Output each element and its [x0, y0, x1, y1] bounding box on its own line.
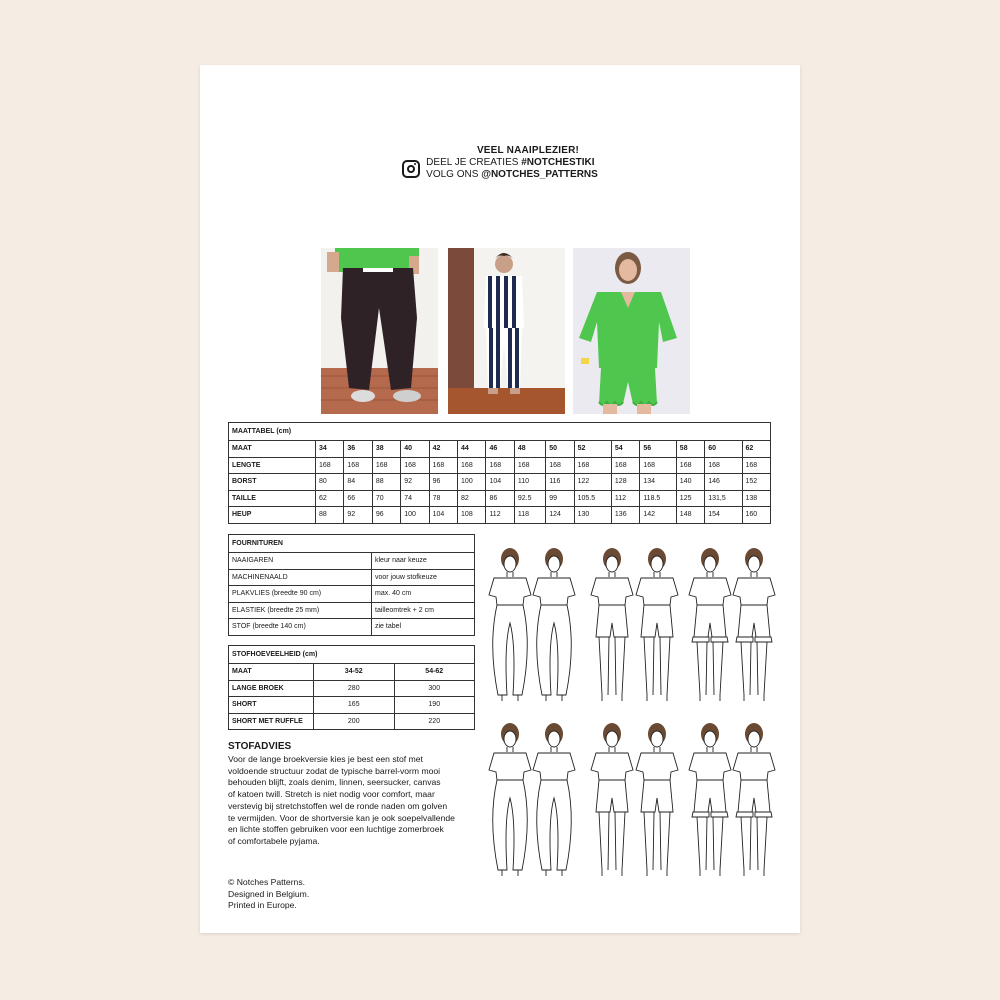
garment-figure — [636, 723, 678, 876]
size-col-header: 48 — [514, 441, 545, 458]
size-cell: 134 — [640, 474, 676, 491]
size-cell: 74 — [401, 490, 429, 507]
fabric-cell: 190 — [394, 697, 475, 714]
size-cell: 168 — [458, 457, 486, 474]
size-col-header: 54 — [611, 441, 639, 458]
follow-prefix: VOLG ONS — [426, 169, 479, 180]
fournituren-item: MACHINENAALD — [229, 569, 372, 586]
fournituren-item: ELASTIEK (breedte 25 mm) — [229, 602, 372, 619]
stofadvies-line: voldoende structuur zodat de typische barrel-vorm mooi — [228, 765, 441, 776]
fabric-cell: 300 — [394, 680, 475, 697]
fournituren-item: PLAKVLIES (breedte 90 cm) — [229, 586, 372, 603]
size-table — [228, 422, 771, 524]
fabric-cell: 200 — [314, 713, 395, 730]
size-cell: 118.5 — [640, 490, 676, 507]
size-cell: 168 — [316, 457, 344, 474]
fournituren-title: FOURNITUREN — [229, 535, 475, 553]
size-cell: 99 — [546, 490, 574, 507]
follow-line — [426, 169, 598, 181]
header — [200, 145, 800, 181]
size-cell: 131,5 — [705, 490, 742, 507]
size-cell: 125 — [676, 490, 704, 507]
size-col-header: 36 — [344, 441, 372, 458]
fournituren-item: STOF (breedte 140 cm) — [229, 619, 372, 636]
row-label: BORST — [229, 474, 316, 491]
share-prefix: DEEL JE CREATIES — [426, 157, 519, 168]
size-cell: 105.5 — [574, 490, 611, 507]
size-cell: 168 — [574, 457, 611, 474]
social-lines — [426, 157, 598, 181]
copyright — [228, 877, 309, 912]
size-cell: 118 — [514, 507, 545, 524]
stofadvies-line: verstevig bij stretchstoffen wel de ronde naden om golven — [228, 800, 448, 811]
size-cell: 154 — [705, 507, 742, 524]
fournituren-row — [229, 569, 475, 586]
size-cell: 142 — [640, 507, 676, 524]
size-cell: 168 — [676, 457, 704, 474]
size-cell: 122 — [574, 474, 611, 491]
size-cell: 96 — [429, 474, 457, 491]
size-col-header: 58 — [676, 441, 704, 458]
size-row — [229, 474, 771, 491]
size-col-header: 52 — [574, 441, 611, 458]
size-col-header: 38 — [372, 441, 400, 458]
social-row — [200, 157, 800, 181]
size-col-header: 46 — [486, 441, 514, 458]
photo-green-shirt-shorts — [573, 248, 690, 414]
size-cell: 86 — [486, 490, 514, 507]
size-cell: 152 — [742, 474, 771, 491]
copyright-line: Printed in Europe. — [228, 900, 297, 910]
size-cell: 80 — [316, 474, 344, 491]
fabric-cell: 220 — [394, 713, 475, 730]
garment-figure — [591, 548, 633, 701]
fournituren-value: tailleomtrek + 2 cm — [372, 602, 475, 619]
size-cell: 168 — [344, 457, 372, 474]
stofadvies-line: te vermijden. Voor de shortversie kan je ook soepelvallende — [228, 812, 455, 823]
size-header-label: MAAT — [229, 441, 316, 458]
size-cell: 140 — [676, 474, 704, 491]
stofadvies-line: Voor de lange broekversie kies je best een stof met — [228, 754, 423, 764]
fournituren-value: kleur naar keuze — [372, 553, 475, 570]
fournituren-value: voor jouw stofkeuze — [372, 569, 475, 586]
size-col-header: 60 — [705, 441, 742, 458]
size-cell: 168 — [401, 457, 429, 474]
size-col-header: 42 — [429, 441, 457, 458]
row-label: LENGTE — [229, 457, 316, 474]
garment-figure — [636, 548, 678, 701]
size-cell: 116 — [546, 474, 574, 491]
size-cell: 62 — [316, 490, 344, 507]
size-cell: 138 — [742, 490, 771, 507]
size-cell: 104 — [429, 507, 457, 524]
size-cell: 96 — [372, 507, 400, 524]
size-cell: 124 — [546, 507, 574, 524]
fabric-row — [229, 713, 475, 730]
size-cell: 110 — [514, 474, 545, 491]
size-cell: 112 — [611, 490, 639, 507]
fournituren-table — [228, 534, 475, 636]
size-cell: 92 — [344, 507, 372, 524]
share-tag: #NOTCHESTIKI — [521, 157, 595, 168]
instagram-icon — [402, 160, 420, 178]
size-cell: 168 — [372, 457, 400, 474]
size-cell: 84 — [344, 474, 372, 491]
stofadvies-line: of katoen twill. Stretch is niet nodig voor comfort, maar — [228, 789, 435, 800]
size-cell: 100 — [401, 507, 429, 524]
size-table-title — [229, 423, 771, 441]
size-cell: 128 — [611, 474, 639, 491]
size-cell: 168 — [705, 457, 742, 474]
copyright-line: Designed in Belgium. — [228, 888, 310, 899]
garment-figure — [689, 723, 731, 876]
stofadvies-body — [228, 754, 478, 848]
size-col-header: 62 — [742, 441, 771, 458]
pattern-back-page — [200, 65, 800, 933]
stofadvies-line: of comfortabele pyjama. — [228, 835, 320, 846]
copyright-line: © Notches Patterns. — [228, 877, 306, 887]
size-cell: 108 — [458, 507, 486, 524]
size-cell: 168 — [611, 457, 639, 474]
size-cell: 88 — [372, 474, 400, 491]
photo-striped-outfit — [448, 248, 565, 414]
fabric-row — [229, 680, 475, 697]
stofadvies — [228, 741, 478, 848]
stofadvies-title: STOFADVIES — [228, 741, 292, 752]
size-col-header: 44 — [458, 441, 486, 458]
fournituren-item: NAAIGAREN — [229, 553, 372, 570]
size-cell: 70 — [372, 490, 400, 507]
size-cell: 148 — [676, 507, 704, 524]
stofadvies-line: behouden blijft, zoals denim, linnen, seersucker, canvas — [228, 777, 441, 788]
size-cell: 100 — [458, 474, 486, 491]
garment-figure — [533, 548, 575, 701]
size-cell: 82 — [458, 490, 486, 507]
size-row — [229, 507, 771, 524]
follow-handle[interactable]: @NOTCHES_PATTERNS — [481, 169, 598, 180]
size-col-header: 34 — [316, 441, 344, 458]
size-cell: 146 — [705, 474, 742, 491]
size-cell: 104 — [486, 474, 514, 491]
fabric-row — [229, 697, 475, 714]
fabric-table-title-text: STOFHOEVEELHEID — [232, 651, 301, 658]
size-cell: 168 — [429, 457, 457, 474]
size-row-header — [229, 441, 771, 458]
fabric-header-label: MAAT — [229, 664, 314, 681]
fournituren-row — [229, 602, 475, 619]
photo-dark-barrel-pants — [321, 248, 438, 414]
size-cell: 168 — [514, 457, 545, 474]
size-cell: 160 — [742, 507, 771, 524]
stofadvies-line: en lichte stoffen gebruiken voor een luchtige zomerbroek — [228, 824, 444, 835]
row-label: TAILLE — [229, 490, 316, 507]
size-cell: 66 — [344, 490, 372, 507]
fabric-row-label: LANGE BROEK — [229, 680, 314, 697]
size-col-header: 56 — [640, 441, 676, 458]
size-cell: 92 — [401, 474, 429, 491]
fabric-table — [228, 645, 475, 730]
fournituren-value: zie tabel — [372, 619, 475, 636]
fabric-table-title — [229, 646, 475, 664]
fournituren-row — [229, 619, 475, 636]
size-table-unit: (cm) — [276, 428, 292, 435]
technical-drawings — [482, 545, 782, 895]
garment-figure — [733, 723, 775, 876]
garment-figure — [489, 548, 531, 701]
garment-figure — [533, 723, 575, 876]
fabric-row-label: SHORT — [229, 697, 314, 714]
share-line — [426, 157, 598, 169]
size-cell: 168 — [546, 457, 574, 474]
garment-figure — [591, 723, 633, 876]
fournituren-row — [229, 553, 475, 570]
size-row — [229, 457, 771, 474]
size-cell: 88 — [316, 507, 344, 524]
fabric-cell: 165 — [314, 697, 395, 714]
size-table-title-text: MAATTABEL — [232, 428, 275, 435]
size-cell: 130 — [574, 507, 611, 524]
fabric-col-header: 34-52 — [314, 664, 395, 681]
size-cell: 78 — [429, 490, 457, 507]
fabric-row-header — [229, 664, 475, 681]
fabric-table-unit: (cm) — [302, 651, 318, 658]
size-col-header: 50 — [546, 441, 574, 458]
garment-figure — [689, 548, 731, 701]
size-cell: 112 — [486, 507, 514, 524]
size-cell: 136 — [611, 507, 639, 524]
fabric-cell: 280 — [314, 680, 395, 697]
garment-figure — [733, 548, 775, 701]
size-col-header: 40 — [401, 441, 429, 458]
garment-figure — [489, 723, 531, 876]
fabric-row-label: SHORT MET RUFFLE — [229, 713, 314, 730]
fournituren-row — [229, 586, 475, 603]
fabric-col-header: 54-62 — [394, 664, 475, 681]
row-label: HEUP — [229, 507, 316, 524]
size-cell: 92.5 — [514, 490, 545, 507]
size-cell: 168 — [640, 457, 676, 474]
header-title: VEEL NAAIPLEZIER! — [476, 145, 580, 156]
size-cell: 168 — [742, 457, 771, 474]
fournituren-value: max. 40 cm — [372, 586, 475, 603]
size-row — [229, 490, 771, 507]
size-cell: 168 — [486, 457, 514, 474]
